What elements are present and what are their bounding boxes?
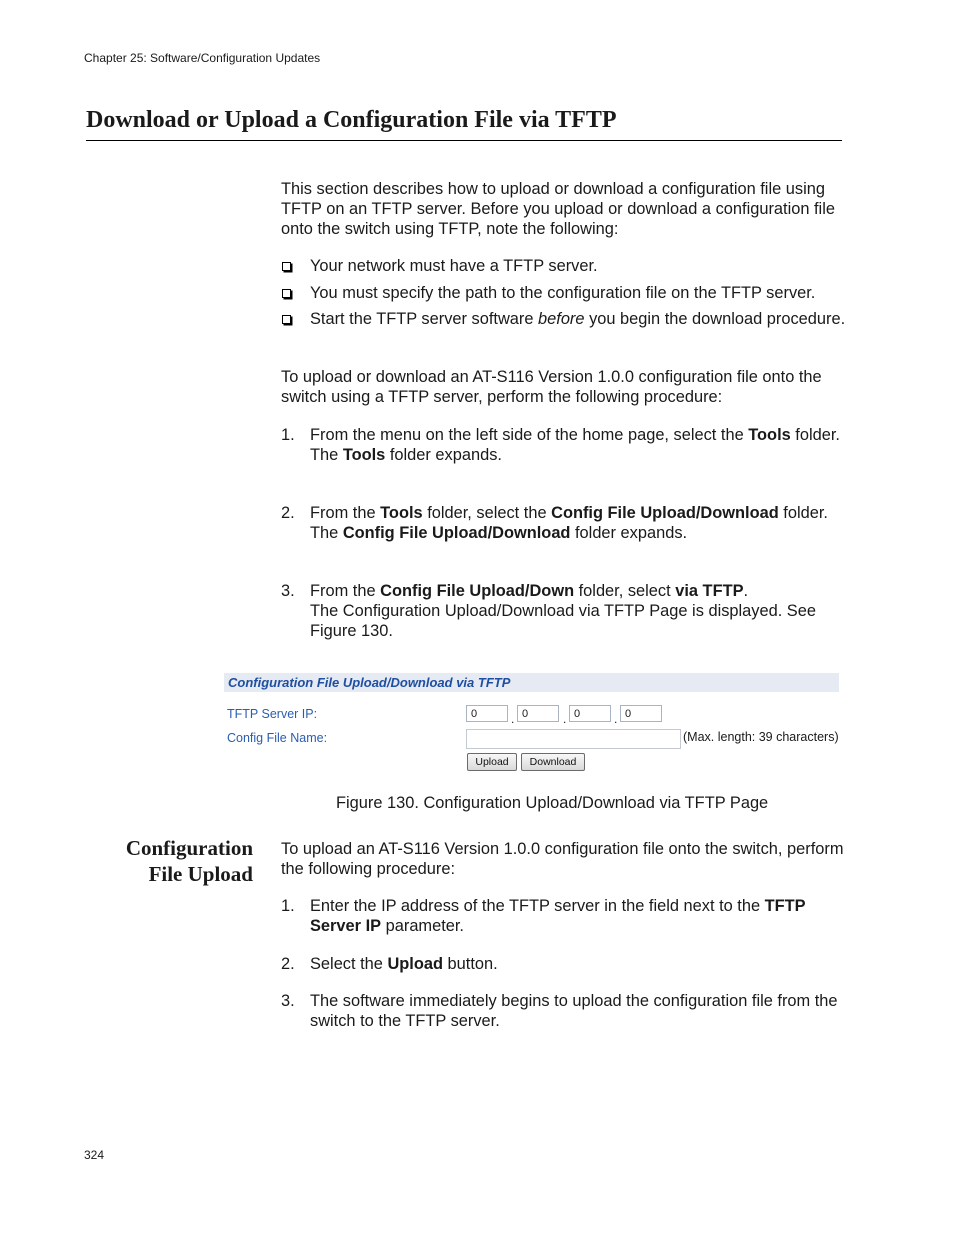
- page-number: 324: [84, 1148, 105, 1162]
- config-file-name-label: Config File Name:: [227, 731, 328, 745]
- upload-button[interactable]: Upload: [467, 753, 517, 771]
- title-rule: [86, 140, 842, 141]
- ip-separator: .: [614, 712, 618, 726]
- checkbox-bullet-icon: [282, 315, 291, 324]
- tftp-server-ip-label: TFTP Server IP:: [227, 707, 318, 721]
- figure-caption: Figure 130. Configuration Upload/Download via TFTP Page: [336, 794, 769, 812]
- procedure-intro: To upload or download an AT-S116 Version 1.0.0 configuration file onto the switch using a TFTP server, perform the following procedure:: [281, 368, 822, 406]
- download-button[interactable]: Download: [521, 753, 585, 771]
- bullet-text: Start the TFTP server software before you begin the download procedure.: [310, 310, 846, 328]
- checkbox-bullet-icon: [282, 262, 291, 271]
- chapter-header: Chapter 25: Software/Configuration Updates: [84, 51, 321, 65]
- side-heading-line2: File Upload: [148, 862, 253, 886]
- server-ip-octet-2[interactable]: 0: [517, 705, 559, 722]
- checkbox-bullet-icon: [282, 289, 291, 298]
- step-text: From the Config File Upload/Down folder, select via TFTP. The Configuration Upload/Download via TFTP Page is displayed. See Figure 130.: [310, 582, 816, 640]
- upload-intro: To upload an AT-S116 Version 1.0.0 configuration file onto the switch, perform the following procedure:: [281, 840, 844, 878]
- server-ip-octet-4[interactable]: 0: [620, 705, 662, 722]
- section-title: Download or Upload a Configuration File via TFTP: [86, 107, 617, 133]
- step-text: Select the Upload button.: [310, 955, 498, 973]
- intro-paragraph: This section describes how to upload or download a configuration file using TFTP on an TFTP server. Before you upload or download a configuration file onto the switch using TFTP, note the following:: [281, 180, 835, 238]
- step-text: Enter the IP address of the TFTP server in the field next to the TFTP Server IP parameter.: [310, 897, 806, 935]
- ip-separator: .: [511, 712, 515, 726]
- ip-separator: .: [563, 712, 567, 726]
- figure-page-title: Configuration File Upload/Download via TFTP: [228, 675, 511, 690]
- server-ip-octet-3[interactable]: 0: [569, 705, 611, 722]
- step-text: From the Tools folder, select the Config File Upload/Download folder. The Config File Upload/Download folder expands.: [310, 504, 828, 542]
- side-heading-line1: Configuration: [125, 836, 253, 860]
- bullet-text: Your network must have a TFTP server.: [310, 257, 598, 275]
- step-text: From the menu on the left side of the home page, select the Tools folder. The Tools folder expands.: [310, 426, 840, 464]
- max-length-note: (Max. length: 39 characters): [683, 730, 839, 744]
- config-file-name-input[interactable]: [466, 729, 681, 749]
- step-text: The software immediately begins to upload the configuration file from the switch to the TFTP server.: [310, 992, 838, 1030]
- server-ip-octet-1[interactable]: 0: [466, 705, 508, 722]
- bullet-text: You must specify the path to the configuration file on the TFTP server.: [310, 284, 816, 302]
